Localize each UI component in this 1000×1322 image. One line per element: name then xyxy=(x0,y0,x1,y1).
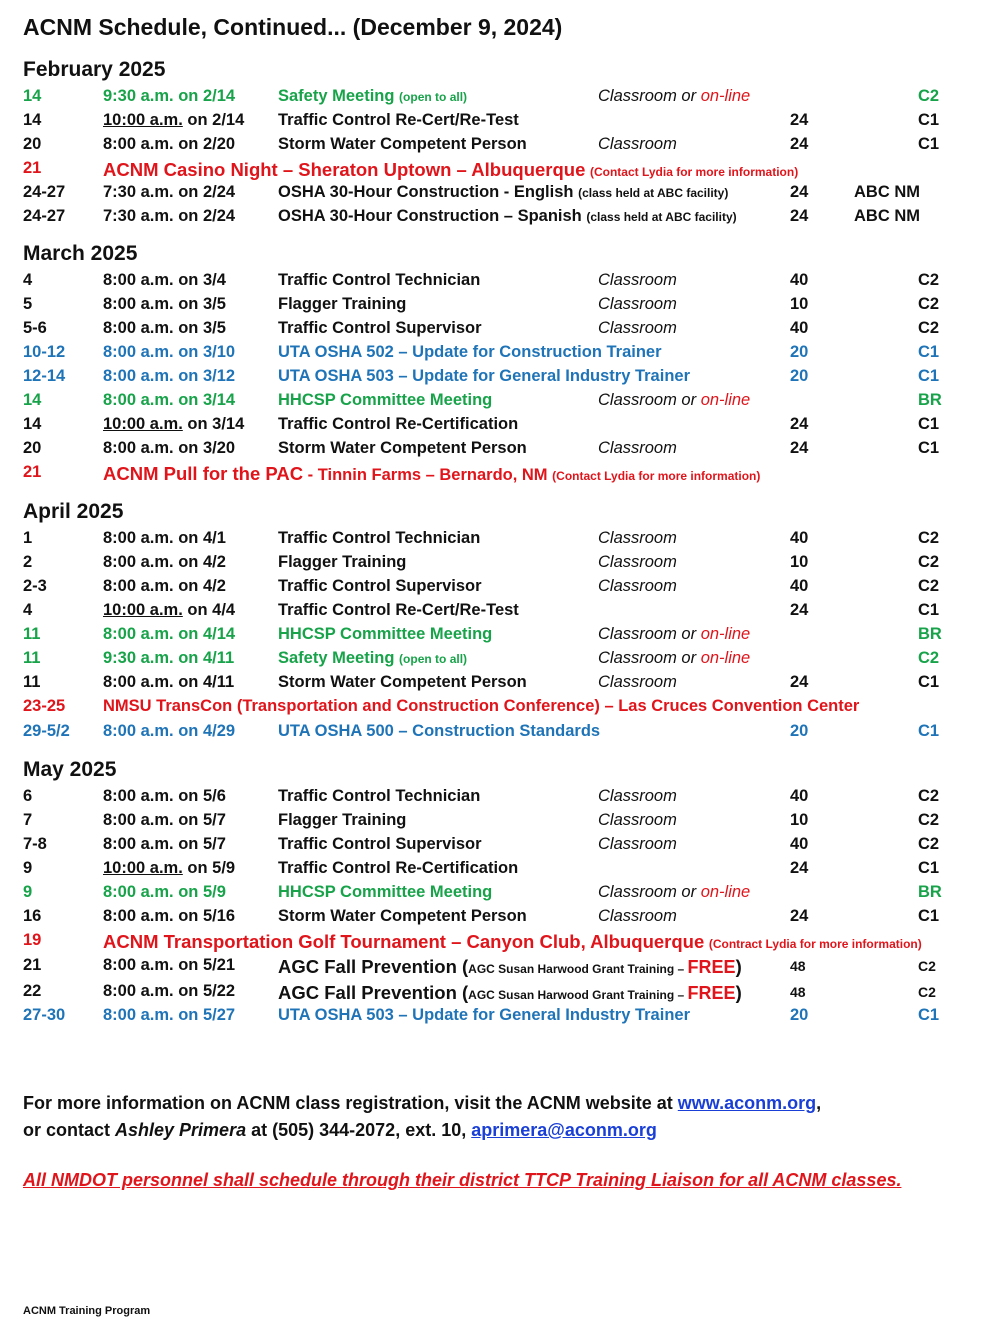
course-close: ) xyxy=(735,956,742,977)
location-text: Classroom or xyxy=(598,649,701,667)
row-date: 2-3 xyxy=(23,577,47,595)
row-course: Traffic Control Re-Certification xyxy=(278,415,519,433)
row-date: 6 xyxy=(23,787,33,805)
row-time: 8:00 a.m. on 4/2 xyxy=(103,577,226,595)
online-text: on-line xyxy=(700,625,751,643)
location-text: Classroom or xyxy=(598,391,701,409)
row-course xyxy=(278,982,742,1004)
row-time: 8:00 a.m. on 4/14 xyxy=(103,625,236,643)
row-room: C2 xyxy=(918,811,940,829)
row-time xyxy=(103,859,235,878)
section-heading-april: April 2025 xyxy=(23,500,124,523)
course-note: AGC Susan Harwood Grant Training – xyxy=(468,988,688,1002)
event-row xyxy=(0,697,1000,721)
row-location: Classroom xyxy=(598,835,677,853)
row-time: 8:00 a.m. on 5/21 xyxy=(103,956,236,974)
row-date: 14 xyxy=(23,87,42,105)
row-room: C2 xyxy=(918,319,940,337)
row-course: UTA OSHA 500 – Construction Standards xyxy=(278,722,601,740)
row-hours: 48 xyxy=(790,958,806,974)
row-date: 12-14 xyxy=(23,367,66,385)
schedule-row xyxy=(0,859,1000,883)
event-description xyxy=(103,159,798,181)
row-room: C1 xyxy=(918,907,940,925)
row-date: 22 xyxy=(23,982,42,1000)
row-time: 8:00 a.m. on 3/10 xyxy=(103,343,236,361)
row-hours: 40 xyxy=(790,271,809,289)
row-hours: 24 xyxy=(790,673,809,691)
row-course xyxy=(278,87,467,106)
row-hours: 40 xyxy=(790,319,809,337)
time-rest: on 2/14 xyxy=(182,111,245,129)
row-time: 9:30 a.m. on 2/14 xyxy=(103,87,236,105)
schedule-row xyxy=(0,391,1000,415)
row-room: C2 xyxy=(918,529,940,547)
course-note: (class held at ABC facility) xyxy=(578,186,729,200)
course-title: AGC Fall Prevention ( xyxy=(278,956,469,977)
row-time: 9:30 a.m. on 4/11 xyxy=(103,649,235,667)
row-time: 8:00 a.m. on 2/20 xyxy=(103,135,236,153)
row-time xyxy=(103,601,235,620)
row-date: 10-12 xyxy=(23,343,66,361)
row-room: C1 xyxy=(918,135,940,153)
info-line-2 xyxy=(23,1120,657,1141)
online-text: on-line xyxy=(700,87,751,105)
schedule-row xyxy=(0,529,1000,553)
location-text: Classroom or xyxy=(598,625,701,643)
row-room: C1 xyxy=(918,601,940,619)
row-room: C2 xyxy=(918,87,940,105)
info-text-end: , xyxy=(816,1093,822,1113)
row-room: ABC NM xyxy=(854,183,920,201)
row-time: 8:00 a.m. on 3/20 xyxy=(103,439,236,457)
row-date: 19 xyxy=(23,931,42,949)
schedule-row xyxy=(0,722,1000,746)
row-hours: 40 xyxy=(790,577,809,595)
schedule-row xyxy=(0,111,1000,135)
row-course: Traffic Control Re-Certification xyxy=(278,859,519,877)
row-room: C2 xyxy=(918,271,940,289)
event-row xyxy=(0,931,1000,955)
row-room: C1 xyxy=(918,722,940,740)
contact-name: Ashley Primera xyxy=(115,1120,247,1140)
event-description xyxy=(103,463,760,485)
course-title: Safety Meeting xyxy=(278,87,395,105)
schedule-row xyxy=(0,415,1000,439)
row-course: Traffic Control Supervisor xyxy=(278,577,482,595)
row-course: Flagger Training xyxy=(278,295,407,313)
row-course: HHCSP Committee Meeting xyxy=(278,391,493,409)
row-room: C1 xyxy=(918,415,940,433)
row-location: Classroom xyxy=(598,295,677,313)
row-room: C1 xyxy=(918,859,940,877)
course-title: OSHA 30-Hour Construction – Spanish xyxy=(278,207,582,225)
schedule-row xyxy=(0,956,1000,980)
event-description xyxy=(103,931,922,953)
course-title: AGC Fall Prevention ( xyxy=(278,982,469,1003)
row-date: 9 xyxy=(23,883,33,901)
section-heading-may: May 2025 xyxy=(23,758,117,781)
row-date: 4 xyxy=(23,271,33,289)
row-hours: 24 xyxy=(790,207,809,225)
course-note: (open to all) xyxy=(399,90,468,104)
row-course: HHCSP Committee Meeting xyxy=(278,883,493,901)
contact-phone: at (505) 344-2072, ext. 10, xyxy=(246,1120,472,1140)
row-date: 4 xyxy=(23,601,33,619)
row-course xyxy=(278,207,737,226)
row-course: Traffic Control Technician xyxy=(278,271,481,289)
row-time xyxy=(103,415,244,434)
row-room: C1 xyxy=(918,367,940,385)
row-hours: 10 xyxy=(790,811,809,829)
row-date: 21 xyxy=(23,956,42,974)
time-rest: on 4/4 xyxy=(182,601,236,619)
event-note: (Contact Lydia for more information) xyxy=(589,165,799,179)
row-hours: 20 xyxy=(790,367,809,385)
schedule-row xyxy=(0,87,1000,111)
row-room: ABC NM xyxy=(854,207,920,225)
row-hours: 10 xyxy=(790,295,809,313)
row-date: 21 xyxy=(23,463,42,481)
row-time: 7:30 a.m. on 2/24 xyxy=(103,183,236,201)
row-room: C2 xyxy=(918,649,940,667)
row-course xyxy=(278,183,728,202)
schedule-row xyxy=(0,883,1000,907)
row-room: C2 xyxy=(918,553,940,571)
row-location xyxy=(598,625,750,644)
row-time: 8:00 a.m. on 3/14 xyxy=(103,391,236,409)
row-date: 5 xyxy=(23,295,33,313)
course-title: OSHA 30-Hour Construction - English xyxy=(278,183,574,201)
row-location: Classroom xyxy=(598,673,677,691)
row-location xyxy=(598,87,750,106)
row-course: Storm Water Competent Person xyxy=(278,673,527,691)
row-room: BR xyxy=(918,625,942,643)
row-course xyxy=(278,956,742,978)
row-time: 8:00 a.m. on 3/4 xyxy=(103,271,226,289)
row-time: 8:00 a.m. on 3/5 xyxy=(103,319,226,337)
location-text: Classroom or xyxy=(598,883,701,901)
schedule-row xyxy=(0,982,1000,1006)
row-hours: 24 xyxy=(790,859,809,877)
event-title: ACNM Casino Night – Sheraton Uptown – Albuquerque xyxy=(103,159,586,180)
row-location: Classroom xyxy=(598,553,677,571)
row-date: 24-27 xyxy=(23,183,66,201)
row-room: C2 xyxy=(918,295,940,313)
row-location: Classroom xyxy=(598,907,677,925)
schedule-row xyxy=(0,183,1000,207)
row-hours: 48 xyxy=(790,984,806,1000)
schedule-row xyxy=(0,207,1000,231)
row-course: Storm Water Competent Person xyxy=(278,907,527,925)
row-course: HHCSP Committee Meeting xyxy=(278,625,493,643)
schedule-row xyxy=(0,553,1000,577)
row-date: 27-30 xyxy=(23,1006,66,1024)
schedule-row xyxy=(0,295,1000,319)
row-location: Classroom xyxy=(598,135,677,153)
row-date: 21 xyxy=(23,159,42,177)
info-line-1 xyxy=(23,1093,821,1114)
event-title: ACNM Transportation Golf Tournament – Canyon Club, Albuquerque xyxy=(103,931,705,952)
course-note: AGC Susan Harwood Grant Training – xyxy=(468,962,688,976)
event-note: (Contract Lydia for more information) xyxy=(708,937,922,951)
row-date: 20 xyxy=(23,439,42,457)
row-course: Traffic Control Technician xyxy=(278,529,481,547)
row-course: Flagger Training xyxy=(278,811,407,829)
schedule-row xyxy=(0,1006,1000,1030)
row-location: Classroom xyxy=(598,811,677,829)
row-room: C2 xyxy=(918,577,940,595)
row-time: 8:00 a.m. on 4/1 xyxy=(103,529,226,547)
schedule-row xyxy=(0,601,1000,625)
online-text: on-line xyxy=(700,649,751,667)
row-date: 29-5/2 xyxy=(23,722,70,740)
time-underlined: 10:00 a.m. xyxy=(103,859,183,877)
row-location xyxy=(598,883,750,902)
row-date: 2 xyxy=(23,553,33,571)
row-course: Flagger Training xyxy=(278,553,407,571)
course-note: (class held at ABC facility) xyxy=(586,210,737,224)
event-note: (Contact Lydia for more information) xyxy=(552,469,761,483)
info-text: or contact xyxy=(23,1120,116,1140)
row-room: C2 xyxy=(918,787,940,805)
schedule-row xyxy=(0,319,1000,343)
row-hours: 24 xyxy=(790,183,809,201)
time-underlined: 10:00 a.m. xyxy=(103,415,183,433)
online-text: on-line xyxy=(700,391,751,409)
row-room: C1 xyxy=(918,439,940,457)
row-hours: 40 xyxy=(790,529,809,547)
schedule-row xyxy=(0,835,1000,859)
row-time: 8:00 a.m. on 5/6 xyxy=(103,787,226,805)
row-location: Classroom xyxy=(598,439,677,457)
row-course: Storm Water Competent Person xyxy=(278,439,527,457)
event-location: - Tinnin Farms – Bernardo, NM xyxy=(303,466,548,484)
row-location: Classroom xyxy=(598,787,677,805)
row-time: 8:00 a.m. on 4/11 xyxy=(103,673,235,691)
row-time: 8:00 a.m. on 5/9 xyxy=(103,883,226,901)
row-time: 8:00 a.m. on 5/7 xyxy=(103,835,226,853)
course-close: ) xyxy=(735,982,742,1003)
row-room: BR xyxy=(918,883,942,901)
schedule-row xyxy=(0,811,1000,835)
row-time: 7:30 a.m. on 2/24 xyxy=(103,207,236,225)
time-underlined: 10:00 a.m. xyxy=(103,601,183,619)
row-hours: 24 xyxy=(790,439,809,457)
row-date: 23-25 xyxy=(23,697,66,715)
row-location: Classroom xyxy=(598,271,677,289)
row-hours: 24 xyxy=(790,601,809,619)
schedule-row xyxy=(0,673,1000,697)
row-date: 5-6 xyxy=(23,319,47,337)
schedule-row xyxy=(0,787,1000,811)
row-date: 14 xyxy=(23,391,42,409)
row-hours: 10 xyxy=(790,553,809,571)
row-hours: 20 xyxy=(790,722,809,740)
row-hours: 40 xyxy=(790,787,809,805)
row-date: 7-8 xyxy=(23,835,47,853)
event-row xyxy=(0,159,1000,183)
row-hours: 40 xyxy=(790,835,809,853)
row-hours: 20 xyxy=(790,1006,809,1024)
location-text: Classroom or xyxy=(598,87,701,105)
row-time: 8:00 a.m. on 5/16 xyxy=(103,907,236,925)
row-course: Traffic Control Re-Cert/Re-Test xyxy=(278,601,519,619)
row-date: 11 xyxy=(23,649,41,667)
row-room: C2 xyxy=(918,835,940,853)
schedule-row xyxy=(0,577,1000,601)
row-date: 20 xyxy=(23,135,42,153)
row-room: C1 xyxy=(918,343,940,361)
row-room: C1 xyxy=(918,1006,940,1024)
row-date: 24-27 xyxy=(23,207,66,225)
footer-label: ACNM Training Program xyxy=(23,1305,151,1317)
row-room: C2 xyxy=(918,958,936,974)
course-note: (open to all) xyxy=(399,652,468,666)
row-course: Traffic Control Re-Cert/Re-Test xyxy=(278,111,519,129)
section-heading-february: February 2025 xyxy=(23,58,166,81)
row-room: C1 xyxy=(918,673,940,691)
row-location: Classroom xyxy=(598,529,677,547)
page-title: ACNM Schedule, Continued... (December 9, 2024) xyxy=(23,14,563,40)
row-hours: 24 xyxy=(790,111,809,129)
row-time: 8:00 a.m. on 4/29 xyxy=(103,722,236,740)
row-time: 8:00 a.m. on 5/7 xyxy=(103,811,226,829)
row-hours: 24 xyxy=(790,135,809,153)
row-location xyxy=(598,391,750,410)
time-rest: on 5/9 xyxy=(182,859,236,877)
row-course: Traffic Control Supervisor xyxy=(278,319,482,337)
row-time: 8:00 a.m. on 5/27 xyxy=(103,1006,236,1024)
row-time xyxy=(103,111,244,130)
schedule-row xyxy=(0,343,1000,367)
row-hours: 24 xyxy=(790,907,809,925)
schedule-row xyxy=(0,907,1000,931)
time-underlined: 10:00 a.m. xyxy=(103,111,183,129)
schedule-row xyxy=(0,135,1000,159)
row-location: Classroom xyxy=(598,577,677,595)
row-room: C2 xyxy=(918,984,936,1000)
row-course: Traffic Control Technician xyxy=(278,787,481,805)
time-rest: on 3/14 xyxy=(182,415,245,433)
row-hours: 20 xyxy=(790,343,809,361)
row-hours: 24 xyxy=(790,415,809,433)
row-course xyxy=(278,649,467,668)
row-date: 16 xyxy=(23,907,42,925)
online-text: on-line xyxy=(700,883,751,901)
row-course: UTA OSHA 503 – Update for General Industry Trainer xyxy=(278,367,690,385)
row-time: 8:00 a.m. on 3/5 xyxy=(103,295,226,313)
row-date: 1 xyxy=(23,529,33,547)
row-date: 9 xyxy=(23,859,33,877)
info-text: For more information on ACNM class registration, visit the ACNM website at xyxy=(23,1093,678,1113)
event-description: NMSU TransCon (Transportation and Construction Conference) – Las Cruces Convention Center xyxy=(103,697,860,715)
row-course: Storm Water Competent Person xyxy=(278,135,527,153)
schedule-row xyxy=(0,439,1000,463)
row-date: 11 xyxy=(23,625,41,643)
row-date: 7 xyxy=(23,811,33,829)
row-course: Traffic Control Supervisor xyxy=(278,835,482,853)
schedule-row xyxy=(0,271,1000,295)
event-title: ACNM Pull for the PAC xyxy=(103,463,304,484)
row-date: 14 xyxy=(23,111,42,129)
row-course: UTA OSHA 502 – Update for Construction Trainer xyxy=(278,343,662,361)
row-location xyxy=(598,649,750,668)
row-location: Classroom xyxy=(598,319,677,337)
event-row xyxy=(0,463,1000,487)
website-link[interactable]: www.aconm.org xyxy=(677,1093,817,1113)
schedule-row xyxy=(0,625,1000,649)
row-time: 8:00 a.m. on 3/12 xyxy=(103,367,236,385)
row-room: BR xyxy=(918,391,942,409)
nmdot-warning: All NMDOT personnel shall schedule through their district TTCP Training Liaison for all ACNM classes. xyxy=(23,1170,902,1190)
schedule-row xyxy=(0,649,1000,673)
section-heading-march: March 2025 xyxy=(23,242,138,265)
row-course: UTA OSHA 503 – Update for General Industry Trainer xyxy=(278,1006,690,1024)
email-link[interactable]: aprimera@aconm.org xyxy=(471,1120,657,1140)
row-date: 14 xyxy=(23,415,42,433)
row-time: 8:00 a.m. on 4/2 xyxy=(103,553,226,571)
schedule-row xyxy=(0,367,1000,391)
course-title: Safety Meeting xyxy=(278,649,395,667)
row-date: 11 xyxy=(23,673,41,691)
row-time: 8:00 a.m. on 5/22 xyxy=(103,982,236,1000)
free-label: FREE xyxy=(687,983,736,1003)
free-label: FREE xyxy=(687,957,736,977)
row-room: C1 xyxy=(918,111,940,129)
